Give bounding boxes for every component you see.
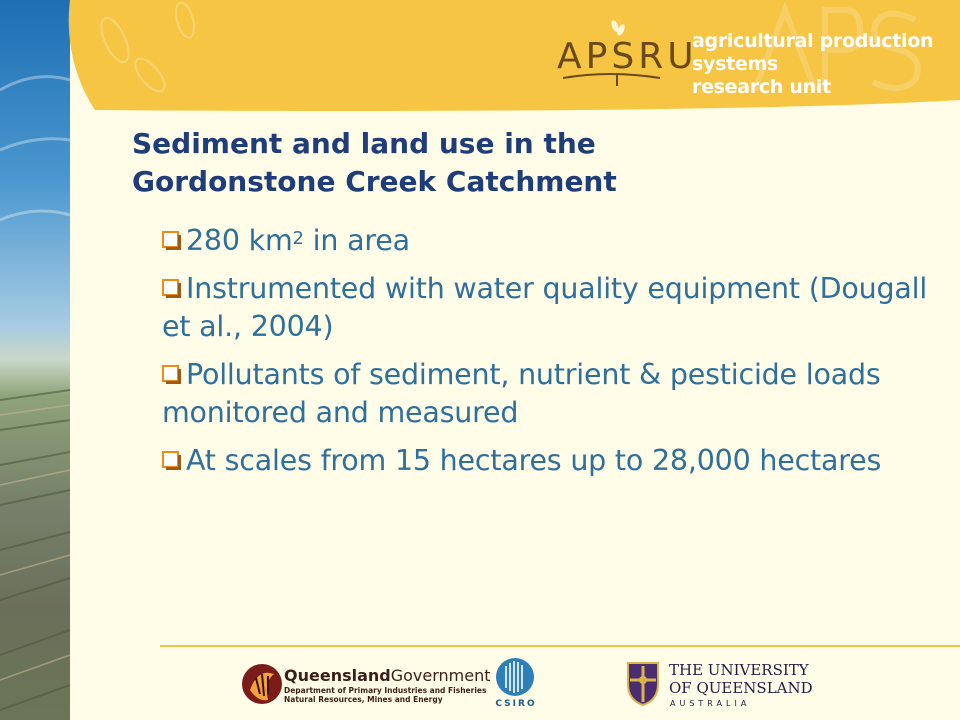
qld-brand-bold: Queensland	[284, 666, 391, 685]
slide-title	[132, 125, 932, 201]
uq-line2: OF QUEENSLAND	[669, 679, 813, 697]
apsru-tagline	[692, 30, 960, 99]
uq-name	[669, 661, 813, 697]
uq-line1: THE UNIVERSITY	[669, 661, 809, 679]
bullet-box-icon	[162, 365, 182, 385]
apsru-logo-text: APSRU	[557, 36, 698, 77]
bullet-item-pollutants	[162, 356, 932, 432]
qld-dept-line2: Natural Resources, Mines and Energy	[284, 695, 443, 704]
bullet-text-instrumented: Instrumented with water quality equipment (Dougall et al., 2004)	[162, 272, 928, 343]
bullet-text-area: 280 km	[186, 224, 293, 257]
bullet-box-icon	[162, 279, 182, 299]
bullet-item-instrumented	[162, 270, 932, 346]
uq-country: AUSTRALIA	[670, 699, 751, 708]
uq-crest-logo	[625, 660, 661, 706]
title-line2: Gordonstone Creek Catchment	[132, 165, 617, 198]
bullet-item-area	[162, 222, 932, 260]
title-line1: Sediment and land use in the	[132, 127, 596, 160]
csiro-label: CSIRO	[495, 699, 537, 709]
bullet-box-icon	[162, 451, 182, 471]
tagline-line1: agricultural production systems	[692, 30, 934, 75]
superscript-two: 2	[292, 228, 304, 249]
qld-brand-regular: Government	[390, 666, 491, 685]
qld-departments	[284, 686, 486, 704]
apsru-logo	[555, 20, 698, 90]
bullet-text-scales: At scales from 15 hectares up to 28,000 hectares	[186, 444, 882, 477]
bullet-item-scales	[162, 442, 932, 480]
footer-divider	[160, 645, 960, 647]
bullet-list	[162, 222, 932, 490]
tagline-line2: research unit	[692, 76, 831, 98]
qld-brand	[284, 666, 491, 685]
bullet-box-icon	[162, 231, 182, 251]
bullet-text-pollutants: Pollutants of sediment, nutrient & pesticide loads monitored and measured	[162, 358, 881, 429]
bullet-text-area-suffix: in area	[303, 224, 410, 257]
qld-dept-line1: Department of Primary Industries and Fisheries	[284, 686, 487, 695]
